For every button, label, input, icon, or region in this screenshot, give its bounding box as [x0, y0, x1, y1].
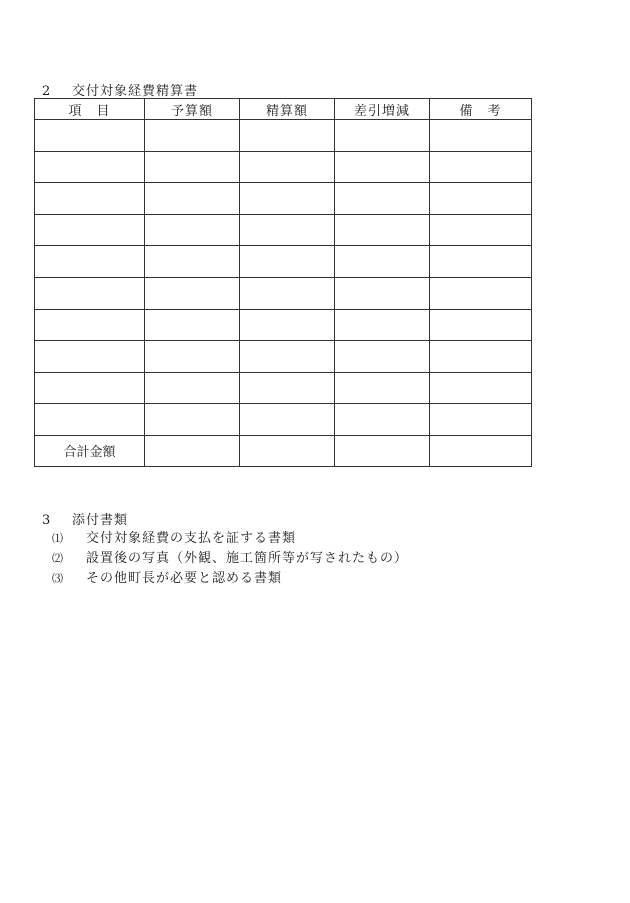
list-item: [52, 569, 408, 589]
budget-cell[interactable]: [145, 309, 240, 341]
table-row: [35, 246, 532, 278]
difference-cell[interactable]: [335, 246, 430, 278]
remarks-cell[interactable]: [430, 214, 532, 246]
difference-cell[interactable]: [335, 404, 430, 436]
difference-cell[interactable]: [335, 183, 430, 215]
section-3-title: 添付書類: [72, 513, 129, 528]
table-row: [35, 277, 532, 309]
budget-cell[interactable]: [145, 151, 240, 183]
attachment-list: [52, 529, 408, 589]
expense-settlement-table: [34, 98, 532, 467]
remarks-cell[interactable]: [430, 341, 532, 373]
remarks-cell[interactable]: [430, 151, 532, 183]
settled-cell[interactable]: [240, 120, 335, 152]
settled-cell[interactable]: [240, 341, 335, 373]
total-remarks-cell[interactable]: [430, 435, 532, 466]
budget-cell[interactable]: [145, 404, 240, 436]
settled-cell[interactable]: [240, 404, 335, 436]
list-item-text: 設置後の写真（外観、施工箇所等が写されたもの）: [86, 551, 409, 566]
item-cell[interactable]: [35, 277, 145, 309]
budget-cell[interactable]: [145, 120, 240, 152]
header-item: 項 目: [35, 99, 145, 120]
table-row: [35, 372, 532, 404]
total-budget-cell[interactable]: [145, 435, 240, 466]
table-header-row: [35, 99, 532, 120]
total-difference-cell[interactable]: [335, 435, 430, 466]
table-row: [35, 404, 532, 436]
item-cell[interactable]: [35, 246, 145, 278]
settled-cell[interactable]: [240, 183, 335, 215]
item-cell[interactable]: [35, 372, 145, 404]
difference-cell[interactable]: [335, 151, 430, 183]
settled-cell[interactable]: [240, 214, 335, 246]
list-marker: ⑶: [52, 572, 64, 585]
table-row: [35, 214, 532, 246]
remarks-cell[interactable]: [430, 372, 532, 404]
budget-cell[interactable]: [145, 341, 240, 373]
remarks-cell[interactable]: [430, 183, 532, 215]
total-label: 合計金額: [35, 435, 145, 466]
table-row: [35, 151, 532, 183]
remarks-cell[interactable]: [430, 120, 532, 152]
list-item: [52, 529, 408, 549]
section-3-heading: [42, 509, 128, 528]
remarks-cell[interactable]: [430, 309, 532, 341]
difference-cell[interactable]: [335, 120, 430, 152]
settled-cell[interactable]: [240, 277, 335, 309]
item-cell[interactable]: [35, 151, 145, 183]
difference-cell[interactable]: [335, 277, 430, 309]
budget-cell[interactable]: [145, 183, 240, 215]
section-2-title: 交付対象経費精算書: [72, 84, 199, 99]
difference-cell[interactable]: [335, 214, 430, 246]
remarks-cell[interactable]: [430, 277, 532, 309]
table-row: [35, 120, 532, 152]
table-row: [35, 183, 532, 215]
section-2-number: 2: [42, 84, 52, 99]
section-3-number: 3: [42, 513, 52, 528]
item-cell[interactable]: [35, 214, 145, 246]
list-marker: ⑵: [52, 552, 64, 565]
budget-cell[interactable]: [145, 277, 240, 309]
item-cell[interactable]: [35, 309, 145, 341]
table-row: [35, 341, 532, 373]
remarks-cell[interactable]: [430, 404, 532, 436]
difference-cell[interactable]: [335, 341, 430, 373]
settled-cell[interactable]: [240, 246, 335, 278]
table-row: [35, 309, 532, 341]
header-budget: 予算額: [145, 99, 240, 120]
settled-cell[interactable]: [240, 372, 335, 404]
settled-cell[interactable]: [240, 309, 335, 341]
item-cell[interactable]: [35, 183, 145, 215]
budget-cell[interactable]: [145, 214, 240, 246]
list-item: [52, 549, 408, 569]
budget-cell[interactable]: [145, 246, 240, 278]
remarks-cell[interactable]: [430, 246, 532, 278]
table-total-row: [35, 435, 532, 466]
difference-cell[interactable]: [335, 372, 430, 404]
item-cell[interactable]: [35, 404, 145, 436]
item-cell[interactable]: [35, 341, 145, 373]
difference-cell[interactable]: [335, 309, 430, 341]
list-item-text: 交付対象経費の支払を証する書類: [86, 531, 297, 546]
budget-cell[interactable]: [145, 372, 240, 404]
section-2-heading: [42, 80, 198, 99]
item-cell[interactable]: [35, 120, 145, 152]
total-settled-cell[interactable]: [240, 435, 335, 466]
settled-cell[interactable]: [240, 151, 335, 183]
header-difference: 差引増減: [335, 99, 430, 120]
list-item-text: その他町長が必要と認める書類: [86, 571, 283, 586]
list-marker: ⑴: [52, 532, 64, 545]
header-remarks: 備 考: [430, 99, 532, 120]
header-settled: 精算額: [240, 99, 335, 120]
